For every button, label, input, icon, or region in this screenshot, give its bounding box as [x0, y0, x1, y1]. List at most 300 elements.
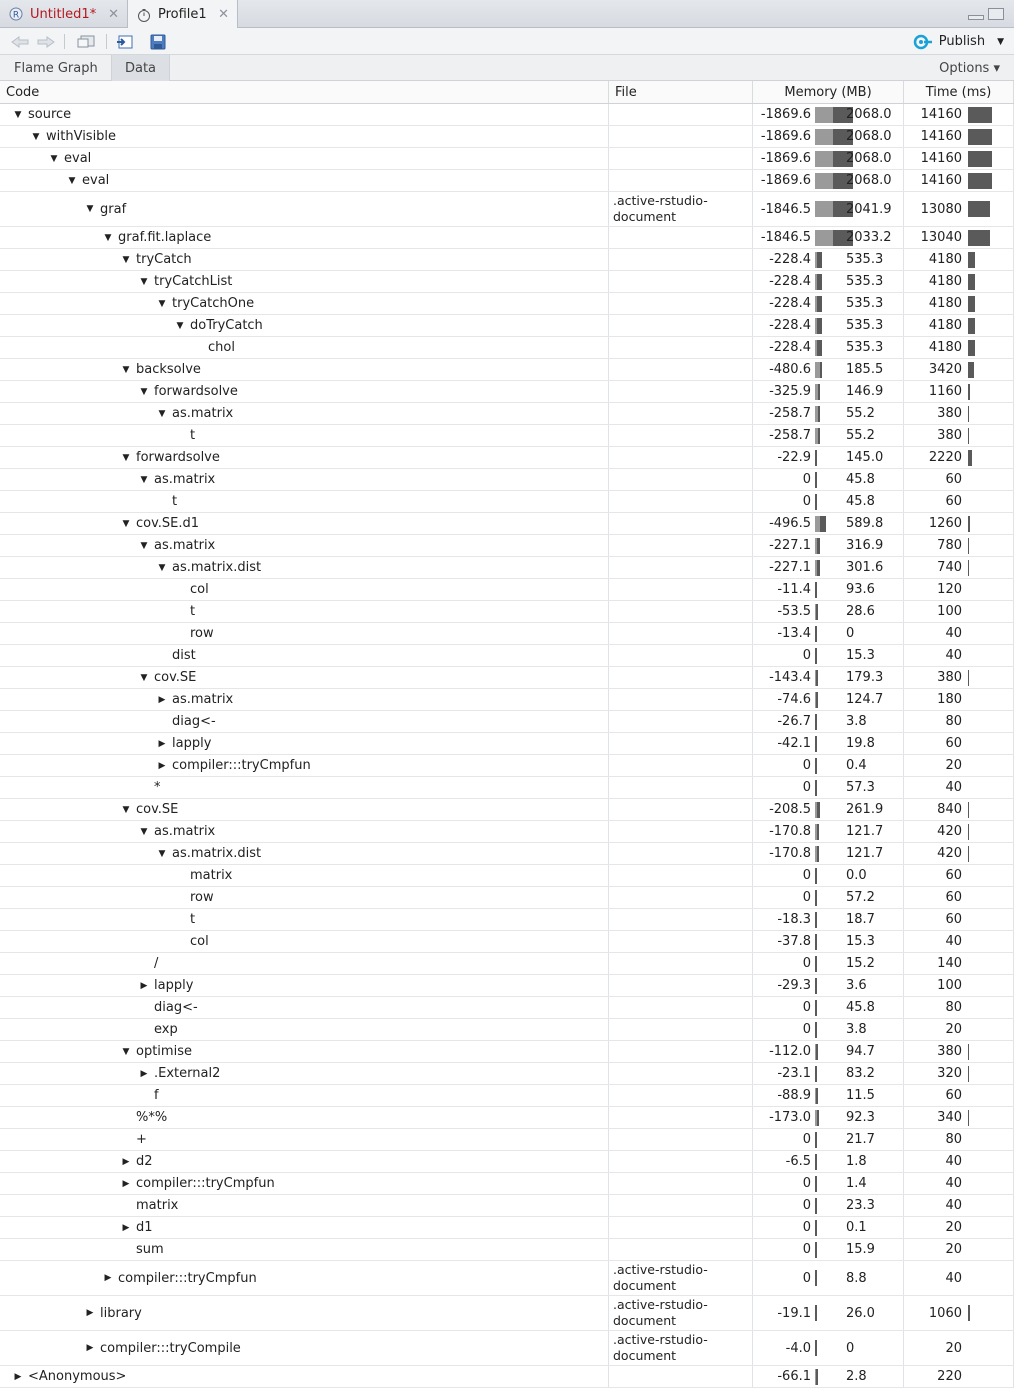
function-name: library — [100, 1305, 142, 1321]
collapse-toggle-icon[interactable]: ▶ — [122, 1222, 130, 1233]
expand-toggle-icon[interactable]: ▼ — [122, 804, 130, 815]
table-row[interactable] — [0, 887, 1014, 909]
table-row[interactable] — [0, 689, 1014, 711]
table-row[interactable] — [0, 469, 1014, 491]
table-row[interactable] — [0, 777, 1014, 799]
time-cell — [904, 865, 1014, 886]
code-cell — [0, 1195, 609, 1216]
time-cell — [904, 227, 1014, 248]
code-cell — [0, 1261, 609, 1295]
code-cell — [0, 953, 609, 974]
expand-toggle-icon[interactable]: ▼ — [122, 452, 130, 463]
function-name: f — [154, 1088, 159, 1103]
function-name: t — [190, 428, 196, 443]
table-row[interactable] — [0, 1019, 1014, 1041]
function-name: %*% — [136, 1110, 168, 1125]
maximize-icon[interactable] — [988, 8, 1004, 20]
table-row[interactable] — [0, 315, 1014, 337]
code-cell — [0, 381, 609, 402]
function-name: <Anonymous> — [28, 1369, 127, 1384]
memory-cell — [753, 821, 904, 842]
memory-cell — [753, 887, 904, 908]
memory-bar — [815, 1154, 817, 1170]
file-cell — [609, 1366, 753, 1387]
memory-cell — [753, 1173, 904, 1194]
memory-cell — [753, 843, 904, 864]
memory-allocated-value: 185.5 — [846, 362, 884, 377]
time-value: 340 — [937, 1110, 962, 1125]
time-cell — [904, 249, 1014, 270]
code-cell — [0, 315, 609, 336]
memory-allocated-value: 3.8 — [846, 714, 867, 729]
memory-allocated-bar — [817, 340, 822, 356]
memory-allocated-bar — [815, 626, 817, 642]
memory-bar — [815, 1176, 817, 1192]
file-cell — [609, 1239, 753, 1260]
time-bar — [968, 516, 970, 532]
memory-allocated-bar — [816, 692, 818, 708]
expand-toggle-icon[interactable]: ▼ — [140, 826, 148, 837]
close-icon[interactable]: ✕ — [108, 6, 119, 22]
memory-allocated-value: 0.0 — [846, 868, 867, 883]
time-value: 840 — [937, 802, 962, 817]
time-cell — [904, 1151, 1014, 1172]
expand-toggle-icon[interactable]: ▼ — [140, 474, 148, 485]
table-row[interactable] — [0, 667, 1014, 689]
memory-freed-value: -88.9 — [777, 1088, 811, 1103]
time-value: 420 — [937, 846, 962, 861]
time-value: 40 — [945, 1176, 962, 1191]
table-row[interactable] — [0, 535, 1014, 557]
tab-label: Profile1 — [158, 7, 207, 22]
table-row[interactable] — [0, 1261, 1014, 1296]
memory-freed-value: -1869.6 — [760, 151, 811, 166]
time-value: 140 — [937, 956, 962, 971]
forward-arrow-icon[interactable] — [36, 33, 56, 50]
function-name: tryCatchList — [154, 274, 233, 289]
memory-bar — [815, 1132, 817, 1148]
memory-allocated-value: 121.7 — [846, 824, 884, 839]
column-header-code[interactable]: Code — [0, 81, 609, 103]
table-row[interactable] — [0, 1107, 1014, 1129]
memory-allocated-bar — [815, 494, 817, 510]
time-value: 13040 — [920, 230, 962, 245]
expand-toggle-icon[interactable]: ▼ — [176, 320, 184, 331]
expand-toggle-icon[interactable]: ▼ — [68, 175, 76, 186]
table-row[interactable] — [0, 170, 1014, 192]
memory-freed-value: 0 — [802, 472, 811, 487]
function-name: as.matrix.dist — [172, 560, 262, 575]
time-value: 380 — [937, 428, 962, 443]
table-row[interactable] — [0, 579, 1014, 601]
table-row[interactable] — [0, 645, 1014, 667]
file-name[interactable]: .active-rstudio-document — [613, 1332, 708, 1363]
window-controls — [968, 8, 1004, 20]
memory-cell — [753, 403, 904, 424]
time-bar — [968, 173, 992, 189]
time-value: 60 — [945, 494, 962, 509]
memory-bar — [815, 406, 820, 422]
expand-toggle-icon[interactable]: ▼ — [158, 298, 166, 309]
collapse-toggle-icon[interactable]: ▶ — [158, 738, 166, 749]
column-header-file[interactable]: File — [609, 81, 753, 103]
code-cell — [0, 1239, 609, 1260]
expand-toggle-icon[interactable]: ▼ — [122, 254, 130, 265]
expand-toggle-icon[interactable]: ▼ — [32, 131, 40, 142]
code-cell — [0, 104, 609, 125]
table-row[interactable] — [0, 227, 1014, 249]
time-cell — [904, 1107, 1014, 1128]
file-cell — [609, 148, 753, 169]
time-bar — [968, 428, 969, 444]
expand-toggle-icon[interactable]: ▼ — [122, 364, 130, 375]
table-row[interactable] — [0, 799, 1014, 821]
code-cell — [0, 733, 609, 754]
table-row[interactable] — [0, 843, 1014, 865]
table-row[interactable] — [0, 557, 1014, 579]
time-value: 1160 — [928, 384, 962, 399]
collapse-toggle-icon[interactable]: ▶ — [158, 760, 166, 771]
memory-bar — [815, 912, 817, 928]
code-cell — [0, 1173, 609, 1194]
memory-cell — [753, 1239, 904, 1260]
memory-bar — [815, 956, 817, 972]
memory-freed-value: -170.8 — [769, 824, 811, 839]
function-name: compiler:::tryCmpfun — [172, 758, 311, 773]
table-row[interactable] — [0, 1151, 1014, 1173]
toolbar-separator — [64, 34, 65, 49]
file-cell — [609, 170, 753, 191]
table-row[interactable] — [0, 293, 1014, 315]
show-in-window-icon[interactable] — [76, 33, 96, 50]
table-row[interactable] — [0, 1041, 1014, 1063]
memory-bar — [815, 516, 826, 532]
code-cell — [0, 1217, 609, 1238]
time-cell — [904, 975, 1014, 996]
time-value: 60 — [945, 890, 962, 905]
table-row[interactable] — [0, 953, 1014, 975]
table-row[interactable] — [0, 997, 1014, 1019]
file-cell — [609, 1261, 753, 1295]
memory-cell — [753, 1063, 904, 1084]
table-row[interactable] — [0, 1129, 1014, 1151]
publish-button[interactable] — [913, 32, 1004, 51]
table-row[interactable] — [0, 403, 1014, 425]
time-value: 20 — [945, 1242, 962, 1257]
table-row[interactable] — [0, 425, 1014, 447]
memory-freed-value: -143.4 — [769, 670, 811, 685]
memory-bar — [815, 1110, 819, 1126]
memory-freed-value: -74.6 — [777, 692, 811, 707]
file-name[interactable]: .active-rstudio-document — [613, 1297, 708, 1328]
memory-allocated-value: 121.7 — [846, 846, 884, 861]
file-cell — [609, 447, 753, 468]
table-row[interactable] — [0, 755, 1014, 777]
memory-bar — [815, 1198, 817, 1214]
collapse-toggle-icon[interactable]: ▶ — [140, 1068, 148, 1079]
function-name: optimise — [136, 1044, 192, 1059]
code-cell — [0, 293, 609, 314]
time-cell — [904, 1366, 1014, 1387]
time-cell — [904, 491, 1014, 512]
collapse-toggle-icon[interactable]: ▶ — [140, 980, 148, 991]
time-bar — [968, 340, 975, 356]
tab-data[interactable]: Data — [111, 55, 170, 81]
minimize-icon[interactable] — [968, 15, 984, 20]
table-row[interactable] — [0, 1085, 1014, 1107]
expand-toggle-icon[interactable]: ▼ — [14, 109, 22, 120]
memory-bar — [815, 1088, 818, 1104]
file-cell — [609, 315, 753, 336]
memory-freed-value: -496.5 — [769, 516, 811, 531]
table-row[interactable] — [0, 447, 1014, 469]
memory-freed-value: -1869.6 — [760, 129, 811, 144]
table-row[interactable] — [0, 909, 1014, 931]
table-row[interactable] — [0, 126, 1014, 148]
memory-freed-value: 0 — [802, 1022, 811, 1037]
table-row[interactable] — [0, 1296, 1014, 1331]
memory-cell — [753, 1331, 904, 1365]
collapse-toggle-icon[interactable]: ▶ — [86, 1308, 94, 1318]
memory-cell — [753, 909, 904, 930]
time-bar — [968, 538, 969, 554]
time-value: 60 — [945, 472, 962, 487]
table-row[interactable] — [0, 104, 1014, 126]
tab-flame-graph[interactable]: Flame Graph — [14, 60, 98, 76]
memory-bar — [815, 780, 817, 796]
memory-allocated-value: 2.8 — [846, 1369, 867, 1384]
collapse-toggle-icon[interactable]: ▶ — [86, 1343, 94, 1353]
memory-freed-value: -13.4 — [777, 626, 811, 641]
collapse-toggle-icon[interactable]: ▶ — [104, 1273, 112, 1283]
file-cell — [609, 1085, 753, 1106]
function-name: sum — [136, 1242, 164, 1257]
expand-toggle-icon[interactable]: ▼ — [140, 276, 148, 287]
memory-freed-value: 0 — [802, 1270, 811, 1286]
time-bar — [968, 274, 975, 290]
expand-toggle-icon[interactable]: ▼ — [86, 204, 94, 214]
memory-cell — [753, 601, 904, 622]
file-cell — [609, 667, 753, 688]
memory-freed-value: -228.4 — [769, 318, 811, 333]
file-cell — [609, 425, 753, 446]
memory-bar — [815, 1220, 817, 1236]
expand-toggle-icon[interactable]: ▼ — [122, 518, 130, 529]
file-cell — [609, 909, 753, 930]
close-icon[interactable]: ✕ — [218, 7, 229, 22]
memory-allocated-value: 19.8 — [846, 736, 875, 751]
memory-freed-value: -66.1 — [777, 1369, 811, 1384]
memory-cell — [753, 777, 904, 798]
table-row[interactable] — [0, 192, 1014, 227]
back-arrow-icon[interactable] — [10, 33, 30, 50]
expand-toggle-icon[interactable]: ▼ — [104, 232, 112, 243]
memory-freed-value: -22.9 — [777, 450, 811, 465]
file-cell — [609, 777, 753, 798]
time-value: 100 — [937, 978, 962, 993]
table-row[interactable] — [0, 865, 1014, 887]
memory-allocated-value: 45.8 — [846, 472, 875, 487]
time-bar — [968, 129, 992, 145]
file-name[interactable]: .active-rstudio-document — [613, 1262, 708, 1293]
open-profile-icon[interactable] — [116, 33, 134, 50]
expand-toggle-icon[interactable]: ▼ — [158, 848, 166, 859]
tab-untitled1[interactable] — [0, 0, 128, 28]
memory-bar — [815, 362, 822, 378]
memory-allocated-value: 92.3 — [846, 1110, 875, 1125]
memory-bar — [815, 1369, 818, 1385]
time-cell — [904, 381, 1014, 402]
function-name: exp — [154, 1022, 178, 1037]
table-row[interactable] — [0, 491, 1014, 513]
chevron-down-icon[interactable]: ▼ — [997, 36, 1004, 47]
memory-allocated-bar — [817, 296, 822, 312]
memory-cell — [753, 1019, 904, 1040]
time-bar — [968, 1044, 969, 1060]
expand-toggle-icon[interactable]: ▼ — [50, 153, 58, 164]
table-row[interactable] — [0, 513, 1014, 535]
memory-allocated-bar — [817, 252, 822, 268]
memory-allocated-value: 55.2 — [846, 406, 875, 421]
memory-bar — [815, 736, 817, 752]
time-value: 60 — [945, 868, 962, 883]
options-menu[interactable]: Options ▾ — [939, 60, 1000, 76]
memory-cell — [753, 755, 904, 776]
memory-allocated-bar — [815, 1270, 817, 1286]
memory-freed-value: -258.7 — [769, 428, 811, 443]
time-bar — [968, 107, 992, 123]
table-row[interactable] — [0, 975, 1014, 997]
memory-freed-value: -26.7 — [777, 714, 811, 729]
table-row[interactable] — [0, 931, 1014, 953]
memory-freed-value: 0 — [802, 758, 811, 773]
expand-toggle-icon[interactable]: ▼ — [158, 408, 166, 419]
expand-toggle-icon[interactable]: ▼ — [122, 1046, 130, 1057]
memory-allocated-bar — [815, 1242, 817, 1258]
table-row[interactable] — [0, 359, 1014, 381]
memory-allocated-bar — [815, 890, 817, 906]
memory-cell — [753, 953, 904, 974]
time-value: 380 — [937, 406, 962, 421]
table-row[interactable] — [0, 733, 1014, 755]
table-row[interactable] — [0, 1217, 1014, 1239]
memory-bar — [815, 1242, 817, 1258]
table-row[interactable] — [0, 337, 1014, 359]
memory-bar — [815, 252, 822, 268]
file-cell — [609, 601, 753, 622]
memory-allocated-value: 2068.0 — [846, 107, 892, 122]
memory-allocated-value: 83.2 — [846, 1066, 875, 1081]
table-row[interactable] — [0, 623, 1014, 645]
collapse-toggle-icon[interactable]: ▶ — [122, 1156, 130, 1167]
file-cell — [609, 755, 753, 776]
function-name: diag<- — [172, 714, 216, 729]
table-row[interactable] — [0, 1239, 1014, 1261]
table-row[interactable] — [0, 601, 1014, 623]
time-bar — [968, 318, 975, 334]
memory-cell — [753, 148, 904, 169]
collapse-toggle-icon[interactable]: ▶ — [158, 694, 166, 705]
table-row[interactable] — [0, 271, 1014, 293]
column-header-memory[interactable]: Memory (MB) — [753, 81, 904, 103]
file-cell — [609, 953, 753, 974]
memory-freed-value: 0 — [802, 890, 811, 905]
memory-allocated-bar — [816, 1044, 818, 1060]
memory-cell — [753, 865, 904, 886]
function-name: doTryCatch — [190, 318, 263, 333]
memory-allocated-value: 11.5 — [846, 1088, 875, 1103]
table-row[interactable] — [0, 1366, 1014, 1388]
code-cell — [0, 601, 609, 622]
table-row[interactable] — [0, 148, 1014, 170]
time-cell — [904, 1296, 1014, 1330]
file-cell — [609, 1151, 753, 1172]
file-name[interactable]: .active-rstudio-document — [613, 193, 708, 224]
save-icon[interactable] — [150, 33, 166, 50]
memory-bar — [815, 670, 818, 686]
expand-toggle-icon[interactable]: ▼ — [140, 386, 148, 397]
memory-cell — [753, 271, 904, 292]
file-cell — [609, 711, 753, 732]
time-value: 380 — [937, 1044, 962, 1059]
time-value: 320 — [937, 1066, 962, 1081]
table-row[interactable] — [0, 249, 1014, 271]
time-cell — [904, 1331, 1014, 1365]
code-cell — [0, 799, 609, 820]
time-cell — [904, 821, 1014, 842]
time-cell — [904, 623, 1014, 644]
time-cell — [904, 403, 1014, 424]
memory-cell — [753, 689, 904, 710]
code-cell — [0, 557, 609, 578]
time-cell — [904, 126, 1014, 147]
file-cell — [609, 799, 753, 820]
time-bar — [968, 362, 974, 378]
publish-label: Publish — [938, 34, 986, 49]
time-cell — [904, 667, 1014, 688]
table-row[interactable] — [0, 381, 1014, 403]
table-row[interactable] — [0, 1331, 1014, 1366]
time-cell — [904, 689, 1014, 710]
collapse-toggle-icon[interactable]: ▶ — [122, 1178, 130, 1189]
memory-freed-value: 0 — [802, 1176, 811, 1191]
table-row[interactable] — [0, 821, 1014, 843]
expand-toggle-icon[interactable]: ▼ — [140, 672, 148, 683]
column-header-time[interactable]: Time (ms) — [904, 81, 1014, 103]
memory-allocated-bar — [815, 472, 817, 488]
tab-profile1[interactable] — [128, 0, 238, 29]
function-name: as.matrix — [154, 472, 216, 487]
memory-allocated-value: 535.3 — [846, 318, 884, 333]
table-row[interactable] — [0, 711, 1014, 733]
time-value: 380 — [937, 670, 962, 685]
memory-freed-bar — [815, 107, 833, 123]
memory-freed-value: -228.4 — [769, 340, 811, 355]
table-row[interactable] — [0, 1063, 1014, 1085]
expand-toggle-icon[interactable]: ▼ — [140, 540, 148, 551]
code-cell — [0, 1107, 609, 1128]
memory-freed-value: -19.1 — [777, 1305, 811, 1321]
memory-freed-value: -53.5 — [777, 604, 811, 619]
memory-allocated-value: 0 — [846, 626, 855, 641]
table-row[interactable] — [0, 1195, 1014, 1217]
memory-allocated-value: 57.2 — [846, 890, 875, 905]
time-bar — [968, 846, 969, 862]
table-row[interactable] — [0, 1173, 1014, 1195]
collapse-toggle-icon[interactable]: ▶ — [14, 1371, 22, 1382]
expand-toggle-icon[interactable]: ▼ — [158, 562, 166, 573]
memory-bar — [815, 450, 817, 466]
